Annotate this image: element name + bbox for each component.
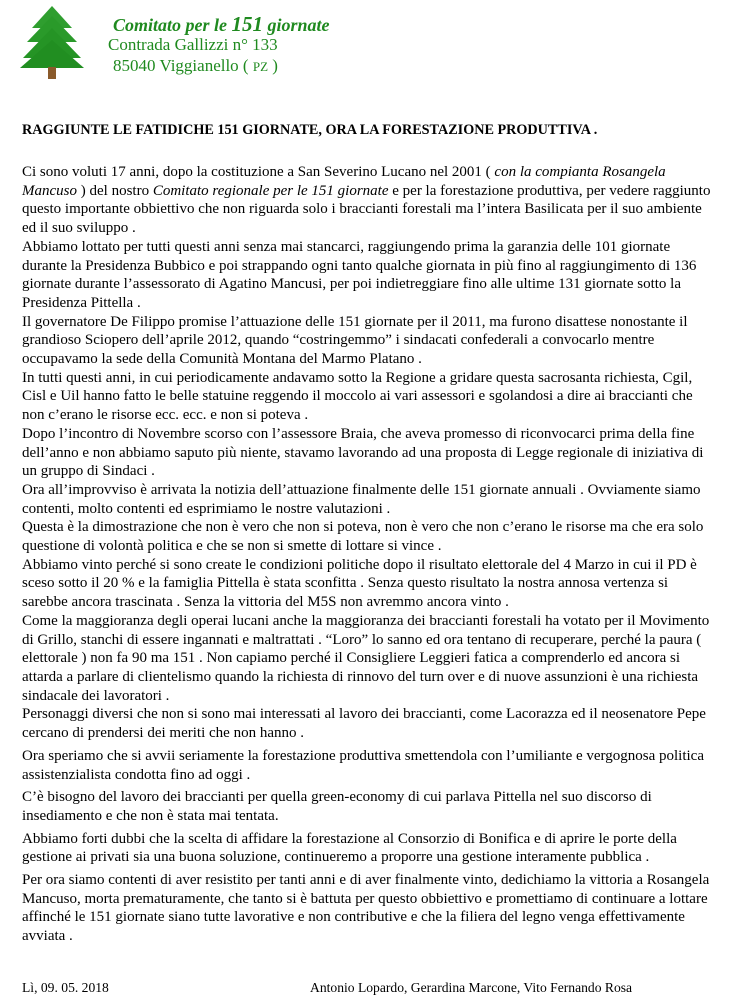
paragraph: Ora all’improvviso è arrivata la notizia dell’attuazione finalmente delle 151 giornate annuali . Ovviamente siamo contenti, molto contenti ed esprimiamo le nostre valutazioni . [22, 481, 701, 517]
paragraph: Questa è la dimostrazione che non è vero che non si poteva, non è vero che non c’erano le risorse ma che era solo questione di volontà politica e che se non si smette di lottare si vince . [22, 519, 704, 555]
letterhead [20, 4, 360, 80]
signatories: Antonio Lopardo, Gerardina Marcone, Vito Fernando Rosa [310, 980, 633, 995]
paragraph: In tutti questi anni, in cui periodicamente andavamo sotto la Regione a gridare questa sacrosanta richiesta, Cgil, Cisl e Uil hanno fatto le belle statuine reggendo il moccolo ai vari assessori e sgolandosi a dire ai braccianti che non c’erano le risorse ecc. ecc. e non si poteva . [22, 369, 693, 424]
paragraph: Abbiamo vinto perché si sono create le condizioni politiche dopo il risultato elettorale del 4 Marzo in cui il PD è sceso sotto il 20 % e la famiglia Pittella è stata sconfitta . Senza questo risultato la nostra annosa vertenza si sarebbe ancora trascinata . Senza la vittoria del M5S non avremmo ancora vinto . [22, 556, 697, 611]
address-line: Contrada Gallizzi n° 133 [108, 35, 278, 54]
city-line: 85040 Viggianello ( PZ ) [113, 56, 278, 75]
article-body [22, 163, 712, 946]
paragraph: Come la maggioranza degli operai lucani anche la maggioranza dei braccianti forestali ha votato per il Movimento di Grillo, stanchi di essere ingannati e maltrattati . “Loro” lo sanno ed ora tentano di recuperare, perché la paura ( elettorale ) non fa 90 ma 151 . Non capiamo perché il Consigliere Leggieri fatica a comprenderlo ed ancora si attarda a parlare di clientelismo quando la richiesta di rinnovo del turn over e di nuove assunzioni è una richiesta sindacale dei lavoratori . [22, 612, 710, 704]
document-date: Lì, 09. 05. 2018 [22, 980, 109, 995]
paragraph: Il governatore De Filippo promise l’attuazione delle 151 giornate per il 2011, ma furono disattese nonostante il grandioso Sciopero dell’aprile 2012, quando “costringemmo” i sindacati confederali a convocarlo mentre occupavamo la sede della Comunità Montana del Marmo Platano . [22, 313, 688, 368]
pine-tree-icon [20, 4, 84, 80]
paragraph: Per ora siamo contenti di aver resistito per tanti anni e di aver finalmente vinto, dedichiamo la vittoria a Rosangela Mancuso, morta prematuramente, che tanto si è battuta per questo obbiettivo e promettiamo di continuare a lottare affinché le 151 giornate siano tutte lavorative e non contributive e che la filiera del legno venga effettivamente avviata . [22, 872, 710, 945]
paragraph: Dopo l’incontro di Novembre scorso con l’assessore Braia, che aveva promesso di riconvocarci prima della fine dell’anno e non abbiamo saputo più niente, stavamo lavorando ad una proposta di Legge regionale di iniziativa di un gruppo di Sindaci . [22, 425, 704, 480]
paragraph: Ora speriamo che si avvii seriamente la forestazione produttiva smettendola con l’umiliante e vergognosa politica assistenzialista condotta fino ad oggi . [22, 747, 704, 783]
committee-name: Comitato per le 151 giornate [113, 12, 330, 36]
paragraph-1: Ci sono voluti 17 anni, dopo la costituzione a San Severino Lucano nel 2001 ( con la compianta Rosangela Mancuso ) del nostro Comitato regionale per le 151 giornate e per la forestazione produttiva, per vedere raggiunto questo importante obbiettivo che non riguarda solo i braccianti forestali ma l’intera Basilicata per il suo ambiente ed il suo sviluppo . [22, 164, 711, 237]
paragraph: Abbiamo forti dubbi che la scelta di affidare la forestazione al Consorzio di Bonifica e di aprire le porte della gestione ai privati sia una buona soluzione, continueremo a proporre una gestione interamente pubblica . [22, 830, 677, 866]
paragraph: Abbiamo lottato per tutti questi anni senza mai stancarci, raggiungendo prima la garanzia delle 101 giornate durante la Presidenza Bubbico e poi strappando ogni tanto qualche giornata in più fino al raggiungimento di 136 giornate durante l’assessorato di Agatino Mancusi, per poi indietreggiare fino alle ultime 131 giornate sotto la Presidenza Pittella . [22, 238, 697, 311]
paragraph: C’è bisogno del lavoro dei braccianti per quella green-economy di cui parlava Pittella nel suo discorso di insediamento e che non è stata mai tentata. [22, 789, 652, 824]
article-heading: RAGGIUNTE LE FATIDICHE 151 GIORNATE, ORA LA FORESTAZIONE PRODUTTIVA . [22, 122, 598, 138]
paragraph: Personaggi diversi che non si sono mai interessati al lavoro dei braccianti, come Lacorazza ed il neosenatore Pepe cercano di prendersi dei meriti che non hanno . [22, 706, 706, 742]
